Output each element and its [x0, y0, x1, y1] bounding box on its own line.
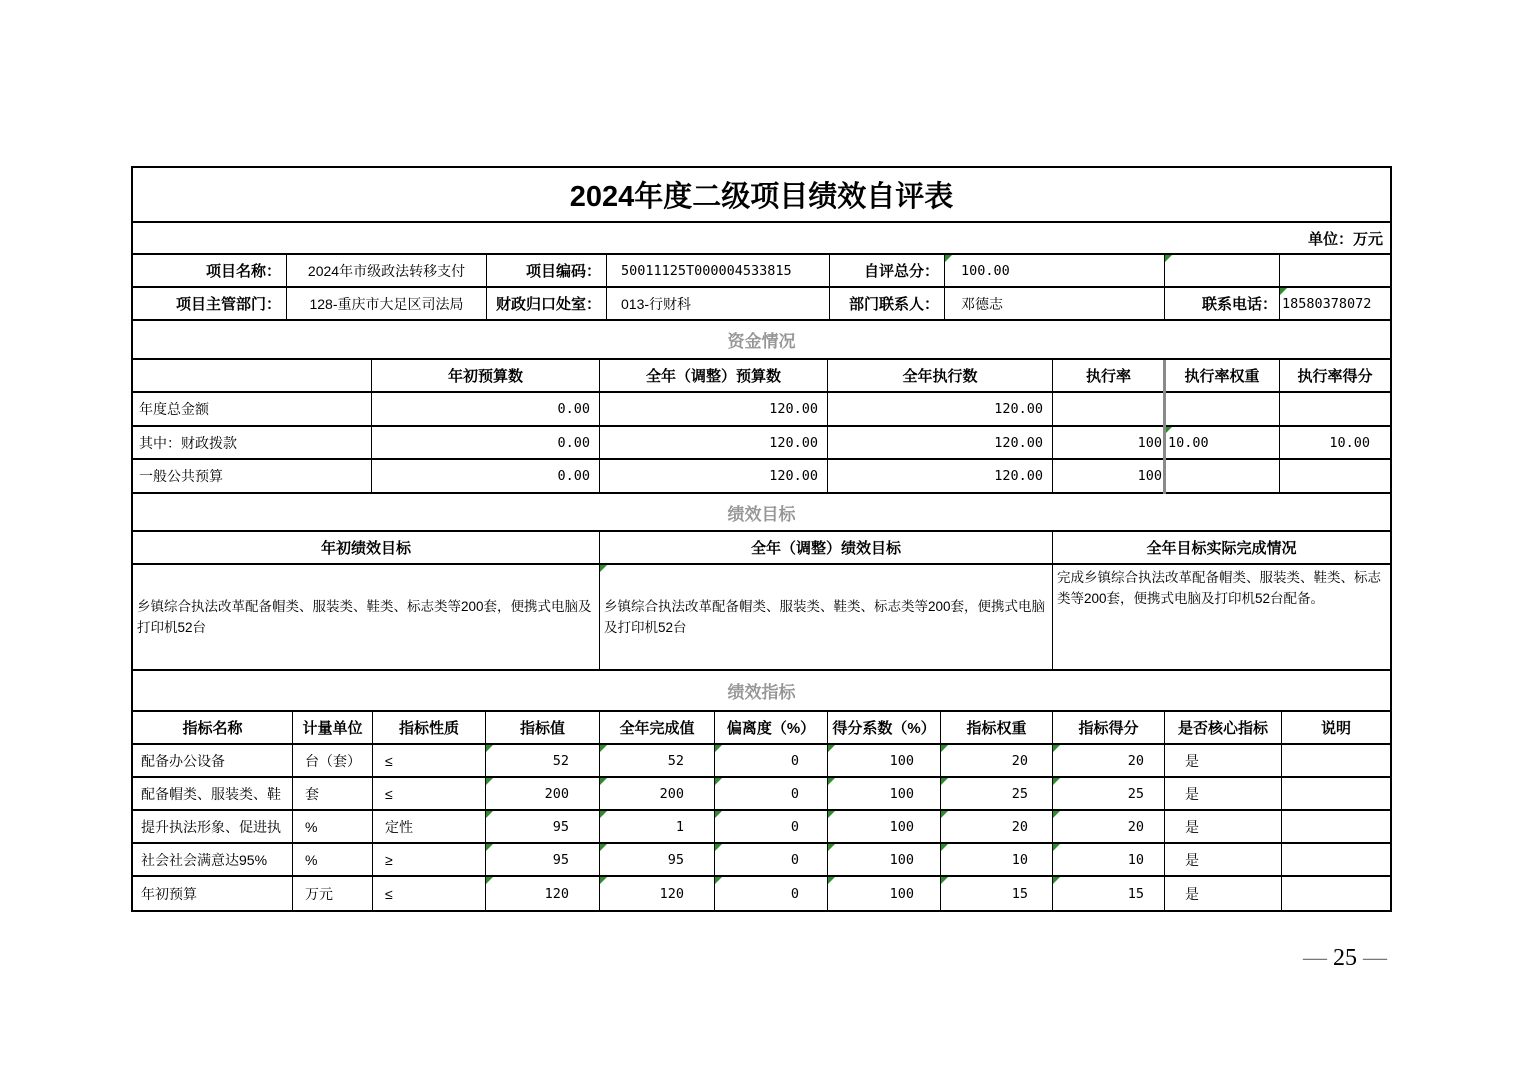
ind-name: 配备帽类、服装类、鞋 [133, 778, 293, 809]
funding-header-initial-budget: 年初预算数 [372, 360, 600, 391]
ind-header-score: 指标得分 [1053, 712, 1165, 743]
ind-name: 社会社会满意达95% [133, 844, 293, 875]
ind-core: 是 [1165, 811, 1282, 842]
ind-name: 提升执法形象、促进执 [133, 811, 293, 842]
funding-row-fiscal [133, 427, 1390, 460]
ind-note [1282, 778, 1390, 809]
ind-header-name: 指标名称 [133, 712, 293, 743]
ind-score-coef: 100 [828, 811, 941, 842]
ind-header-target: 指标值 [486, 712, 600, 743]
funding-row-label: 其中：财政拨款 [133, 427, 372, 458]
funding-cell: 100 [1053, 460, 1165, 492]
ind-target: 95 [486, 844, 600, 875]
goal-actual-text: 完成乡镇综合执法改革配备帽类、服装类、鞋类、标志类等200套，便携式电脑及打印机52台配备。 [1057, 570, 1381, 606]
ind-nature: ≤ [373, 778, 486, 809]
funding-row-total [133, 393, 1390, 427]
funding-cell: 100 [1053, 427, 1165, 458]
indicators-header-row [133, 712, 1390, 745]
funding-row-label: 年度总金额 [133, 393, 372, 425]
funding-header-exec-rate: 执行率 [1053, 360, 1165, 391]
funding-header-executed: 全年执行数 [828, 360, 1053, 391]
goals-header-row [133, 532, 1390, 565]
ind-weight: 20 [941, 811, 1053, 842]
print-area-divider [1163, 360, 1166, 494]
funding-row-label: 一般公共预算 [133, 460, 372, 492]
contact-person-value: 邓德志 [945, 288, 1165, 319]
indicator-row [133, 811, 1390, 844]
ind-score: 25 [1053, 778, 1165, 809]
indicators-section-row [133, 671, 1390, 712]
indicators-section-title: 绩效指标 [727, 683, 796, 702]
ind-deviation: 0 [715, 877, 828, 910]
ind-nature: ≤ [373, 877, 486, 910]
ind-header-score-coef: 得分系数（%） [828, 712, 941, 743]
funding-cell [1165, 393, 1280, 425]
indicator-row [133, 778, 1390, 811]
info-empty-cell [1165, 255, 1280, 286]
ind-core: 是 [1165, 778, 1282, 809]
ind-completed: 52 [600, 745, 715, 776]
funding-cell: 10.00 [1165, 427, 1280, 458]
self-score-value: 100.00 [945, 255, 1165, 286]
ind-completed: 200 [600, 778, 715, 809]
ind-core: 是 [1165, 745, 1282, 776]
ind-score: 15 [1053, 877, 1165, 910]
ind-nature: ≤ [373, 745, 486, 776]
funding-row-public-budget [133, 460, 1390, 494]
unit-row [133, 223, 1390, 255]
ind-note [1282, 745, 1390, 776]
phone-value: 18580378072 [1280, 288, 1390, 319]
funding-section-title: 资金情况 [727, 332, 796, 351]
ind-score-coef: 100 [828, 778, 941, 809]
ind-weight: 20 [941, 745, 1053, 776]
ind-deviation: 0 [715, 745, 828, 776]
ind-note [1282, 877, 1390, 910]
ind-core: 是 [1165, 844, 1282, 875]
goals-section-title: 绩效目标 [727, 504, 796, 524]
goals-header-actual: 全年目标实际完成情况 [1146, 540, 1297, 557]
goals-section-row [133, 494, 1390, 532]
goals-content-row [133, 565, 1390, 671]
funding-cell: 120.00 [828, 393, 1053, 425]
department-label: 项目主管部门： [133, 288, 287, 319]
info-empty-cell [1280, 255, 1390, 286]
ind-score-coef: 100 [828, 877, 941, 910]
finance-office-label: 财政归口处室： [487, 288, 607, 319]
project-name-label: 项目名称： [133, 255, 287, 286]
funding-cell: 120.00 [828, 460, 1053, 492]
ind-header-core: 是否核心指标 [1165, 712, 1282, 743]
ind-deviation: 0 [715, 844, 828, 875]
funding-cell: 120.00 [828, 427, 1053, 458]
info-row-1 [133, 255, 1390, 288]
funding-cell: 10.00 [1329, 434, 1370, 451]
ind-header-completed: 全年完成值 [600, 712, 715, 743]
unit-note: 单位：万元 [1307, 230, 1383, 248]
department-value: 128-重庆市大足区司法局 [287, 288, 487, 319]
ind-unit: 套 [293, 778, 373, 809]
page-number-value: 25 [1333, 945, 1357, 971]
funding-cell: 120.00 [600, 393, 828, 425]
ind-header-nature: 指标性质 [373, 712, 486, 743]
goal-initial-text: 乡镇综合执法改革配备帽类、服装类、鞋类、标志类等200套，便携式电脑及打印机52台 [133, 565, 600, 669]
funding-cell: 120.00 [600, 427, 828, 458]
indicator-row [133, 844, 1390, 877]
ind-completed: 1 [600, 811, 715, 842]
ind-unit: 台（套） [293, 745, 373, 776]
funding-cell [1053, 393, 1165, 425]
info-row-2 [133, 288, 1390, 321]
finance-office-value: 013-行财科 [607, 288, 830, 319]
ind-deviation: 0 [715, 811, 828, 842]
project-name-value: 2024年市级政法转移支付 [287, 255, 487, 286]
phone-label: 联系电话： [1165, 288, 1280, 319]
ind-score: 20 [1053, 745, 1165, 776]
ind-core: 是 [1165, 877, 1282, 910]
ind-score-coef: 100 [828, 745, 941, 776]
ind-name: 配备办公设备 [133, 745, 293, 776]
ind-note [1282, 811, 1390, 842]
ind-header-note: 说明 [1320, 720, 1351, 737]
funding-cell [1280, 393, 1390, 425]
funding-section-row [133, 321, 1390, 360]
page-number-dash: — [1363, 945, 1387, 971]
ind-target: 120 [486, 877, 600, 910]
project-code-label: 项目编码： [487, 255, 607, 286]
ind-unit: % [293, 844, 373, 875]
ind-score: 20 [1053, 811, 1165, 842]
indicator-row [133, 745, 1390, 778]
ind-header-unit: 计量单位 [293, 712, 373, 743]
goal-adjusted-text: 乡镇综合执法改革配备帽类、服装类、鞋类、标志类等200套，便携式电脑及打印机52台 [600, 565, 1053, 669]
ind-nature: ≥ [373, 844, 486, 875]
funding-cell: 120.00 [600, 460, 828, 492]
ind-score-coef: 100 [828, 844, 941, 875]
ind-unit: 万元 [293, 877, 373, 910]
funding-cell [1165, 460, 1280, 492]
title-row [133, 168, 1390, 223]
ind-weight: 25 [941, 778, 1053, 809]
indicator-row [133, 877, 1390, 910]
funding-cell: 0.00 [372, 460, 600, 492]
ind-target: 200 [486, 778, 600, 809]
goals-header-initial: 年初绩效目标 [133, 532, 600, 563]
ind-header-weight: 指标权重 [941, 712, 1053, 743]
funding-header-blank [133, 360, 372, 391]
self-assessment-table [131, 166, 1392, 912]
ind-completed: 120 [600, 877, 715, 910]
ind-target: 95 [486, 811, 600, 842]
funding-cell: 0.00 [372, 427, 600, 458]
ind-header-deviation: 偏离度（%） [715, 712, 828, 743]
goals-header-adjusted: 全年（调整）绩效目标 [600, 532, 1053, 563]
ind-score: 10 [1053, 844, 1165, 875]
project-code-value: 50011125T000004533815 [607, 255, 830, 286]
ind-unit: % [293, 811, 373, 842]
funding-cell [1280, 460, 1390, 492]
funding-header-exec-rate-weight: 执行率权重 [1165, 360, 1280, 391]
ind-weight: 10 [941, 844, 1053, 875]
page-number [1285, 945, 1405, 972]
page-number-dash: — [1303, 945, 1327, 971]
funding-cell: 0.00 [372, 393, 600, 425]
ind-note [1282, 844, 1390, 875]
ind-name: 年初预算 [133, 877, 293, 910]
ind-nature: 定性 [373, 811, 486, 842]
ind-target: 52 [486, 745, 600, 776]
ind-weight: 15 [941, 877, 1053, 910]
funding-header-row [133, 360, 1390, 393]
funding-header-exec-rate-score: 执行率得分 [1297, 368, 1373, 385]
page-title: 2024年度二级项目绩效自评表 [569, 181, 954, 213]
ind-completed: 95 [600, 844, 715, 875]
ind-deviation: 0 [715, 778, 828, 809]
self-score-label: 自评总分： [830, 255, 945, 286]
contact-person-label: 部门联系人： [830, 288, 945, 319]
funding-header-adjusted-budget: 全年（调整）预算数 [600, 360, 828, 391]
